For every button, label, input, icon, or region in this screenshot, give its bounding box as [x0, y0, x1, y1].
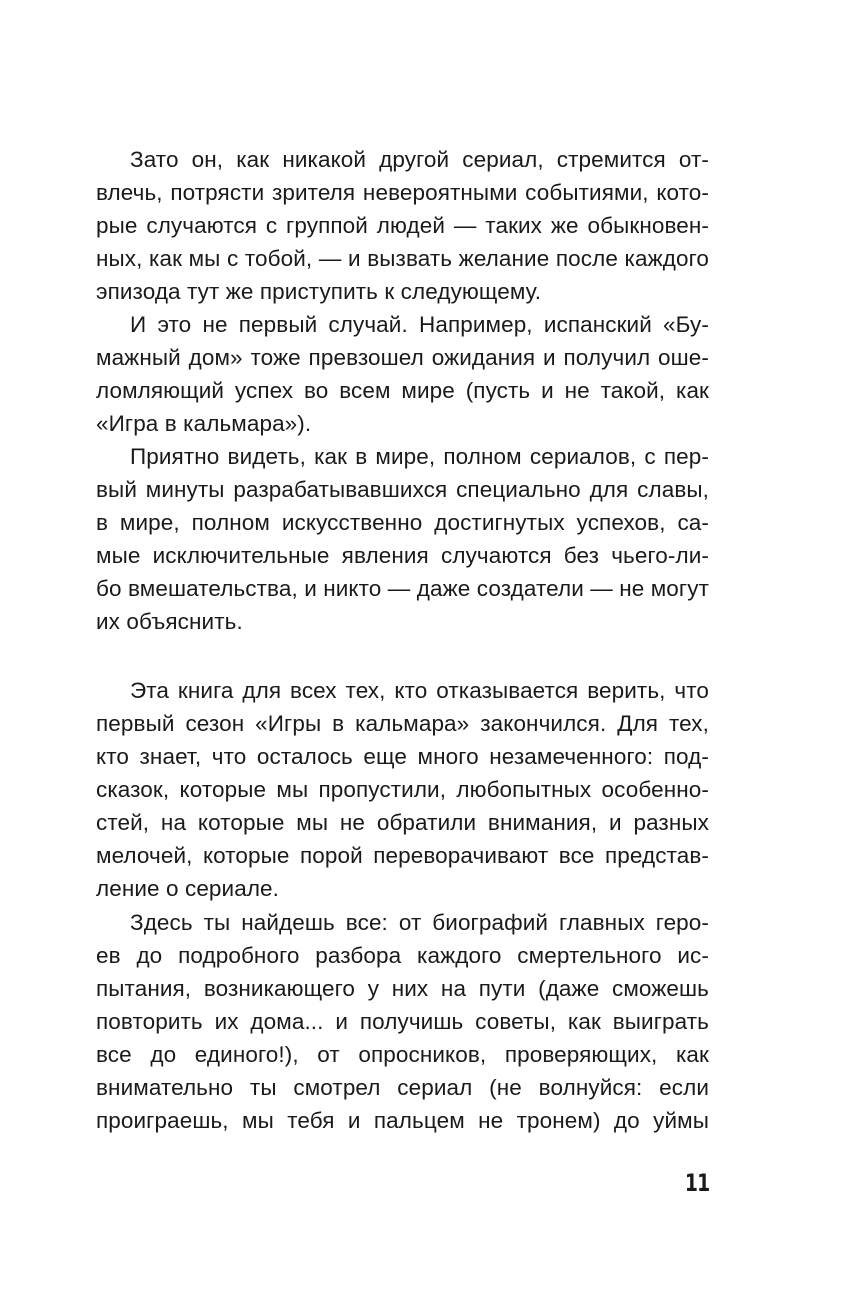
- text-line: первый сезон «Игры в кальмара» закончился. Для тех,: [96, 711, 709, 736]
- text-line: вый минуты разрабатывавшихся специально для славы,: [96, 477, 709, 502]
- text-line: сказок, которые мы пропустили, любопытных особенно-: [96, 777, 709, 802]
- text-line: повторить их дома... и получишь советы, как выиграть: [96, 1009, 709, 1034]
- text-line: влечь, потрясти зрителя невероятными событиями, кото-: [96, 180, 709, 205]
- text-line: мажный дом» тоже превзошел ожидания и получил оше-: [96, 345, 709, 370]
- text-line: «Игра в кальмара»).: [96, 411, 312, 436]
- text-line: ных, как мы с тобой, — и вызвать желание после каждого: [96, 246, 709, 271]
- text-line: их объяснить.: [96, 609, 243, 634]
- text-line: в мире, полном искусственно достигнутых успехов, са-: [96, 510, 709, 535]
- text-line: Зато он, как никакой другой сериал, стремится от-: [130, 147, 709, 172]
- text-line: ление о сериале.: [96, 876, 280, 901]
- text-line: пытания, возникающего у них на пути (даже сможешь: [96, 976, 709, 1001]
- text-line: внимательно ты смотрел сериал (не волнуйся: если: [96, 1075, 709, 1100]
- text-line: рые случаются с группой людей — таких же обыкновен-: [96, 213, 709, 238]
- text-line: мые исключительные явления случаются без чьего-ли-: [96, 543, 709, 568]
- text-line: И это не первый случай. Например, испанский «Бу-: [130, 312, 709, 337]
- text-line: Эта книга для всех тех, кто отказывается верить, что: [130, 678, 709, 703]
- page-number: 11: [684, 1169, 709, 1197]
- book-page: [96, 0, 709, 1312]
- text-line: все до единого!), от опросников, проверяющих, как: [96, 1042, 709, 1067]
- text-line: проиграешь, мы тебя и пальцем не тронем) до уймы: [96, 1108, 709, 1133]
- text-line: стей, на которые мы не обратили внимания, и разных: [96, 810, 709, 835]
- text-line: ломляющий успех во всем мире (пусть и не такой, как: [96, 378, 709, 403]
- text-line: ев до подробного разбора каждого смертельного ис-: [96, 943, 709, 968]
- text-line: Приятно видеть, как в мире, полном сериалов, с пер-: [130, 444, 709, 469]
- text-line: Здесь ты найдешь все: от биографий главных геро-: [130, 910, 709, 935]
- text-line: мелочей, которые порой переворачивают все представ-: [96, 843, 709, 868]
- text-line: кто знает, что осталось еще много незамеченного: под-: [96, 744, 709, 769]
- text-line: бо вмешательства, и никто — даже создатели — не могут: [96, 576, 709, 601]
- text-line: эпизода тут же приступить к следующему.: [96, 279, 542, 304]
